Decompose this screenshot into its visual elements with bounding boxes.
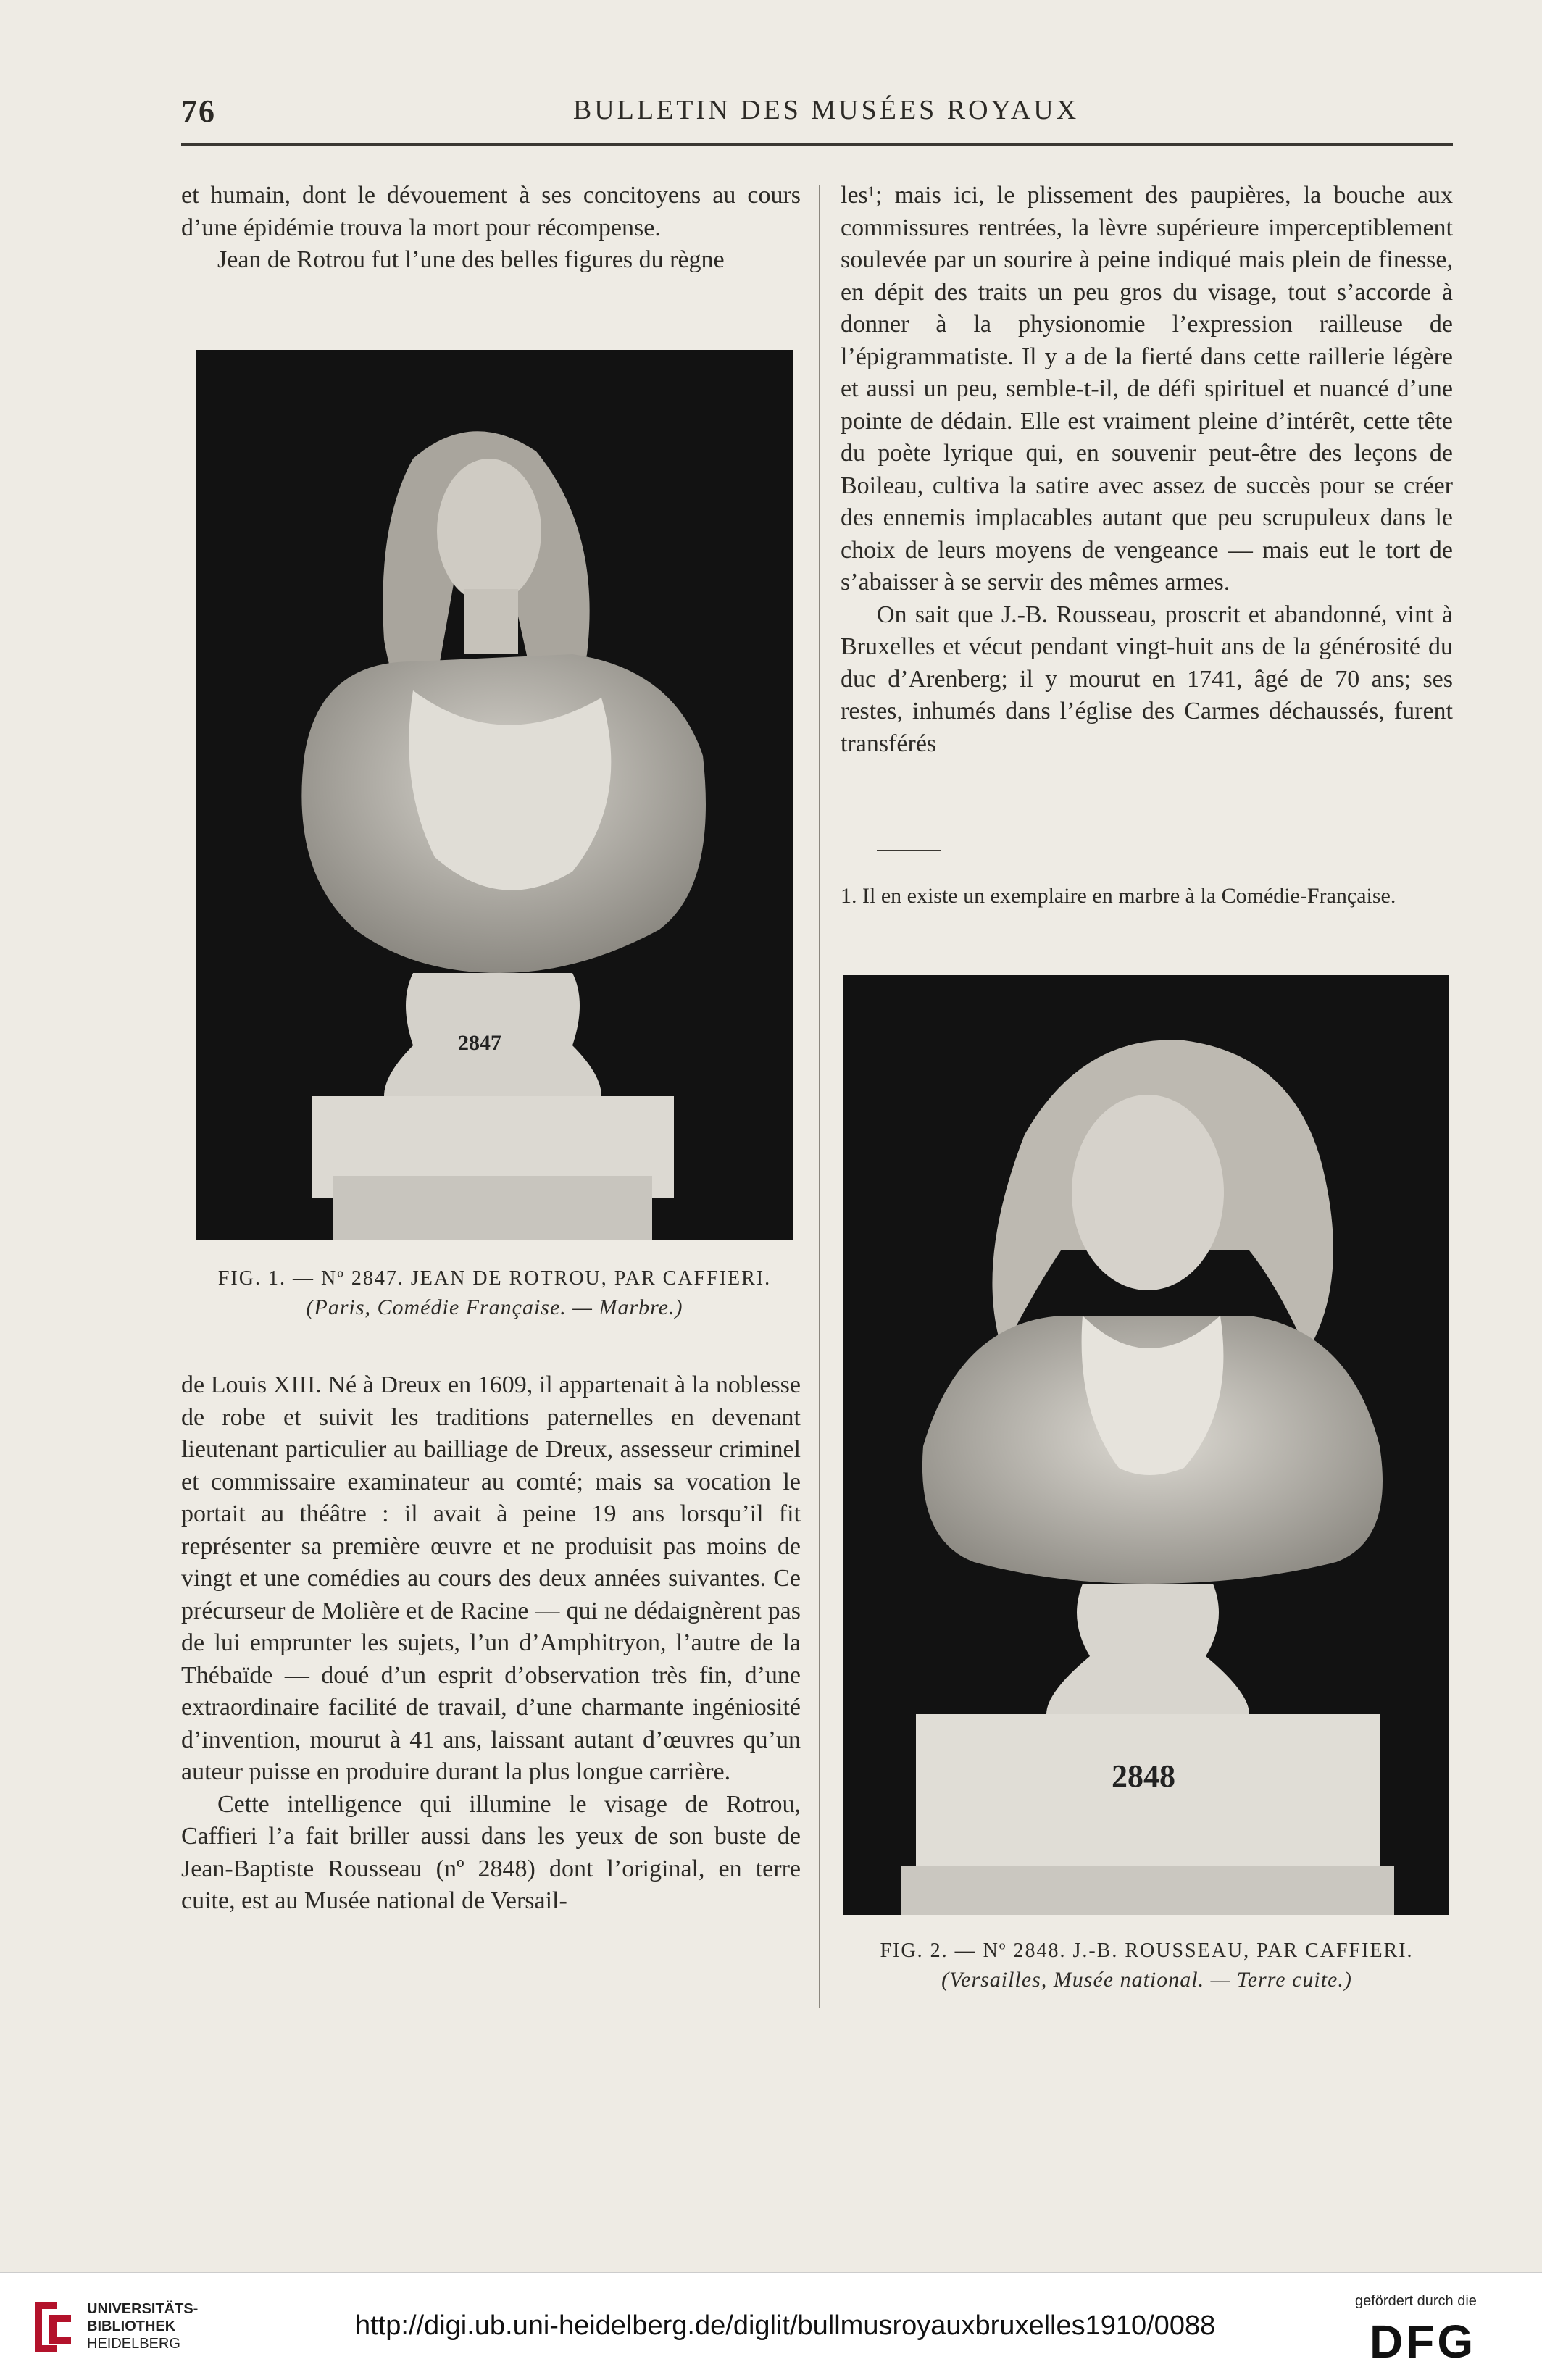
caption-title: FIG. 2. — Nº 2848. J.-B. ROUSSEAU, PAR CAFFIERI. [880,1940,1414,1962]
running-head: BULLETIN DES MUSÉES ROYAUX [572,95,1080,125]
caption-source: (Paris, Comédie Française. — Marbre.) [306,1295,683,1319]
dfg-logo: DFG [1370,2316,1477,2368]
left-column-top [181,180,801,277]
paragraph: et humain, dont le dévouement à ses concitoyens au cours d’une épidémie trouva la mort pour récompense. [181,182,801,241]
university-library-logo-icon [28,2295,78,2360]
caption-title: FIG. 1. — Nº 2847. JEAN DE ROTROU, PAR CAFFIERI. [217,1267,772,1290]
funded-by-label: gefördert durch die [1355,2293,1477,2309]
footnote: 1. Il en existe un exemplaire en marbre à la Comédie-Française. [841,884,1396,908]
permalink-url[interactable]: http://digi.ub.uni-heidelberg.de/diglit/bullmusroyauxbruxelles1910/0088 [355,2310,1216,2341]
column-divider [819,185,820,2008]
plate-label: 2847 [458,1031,501,1055]
library-name: UNIVERSITÄTS- BIBLIOTHEK HEIDELBERG [87,2301,199,2352]
paragraph: On sait que J.-B. Rousseau, proscrit et abandonné, vint à Bruxelles et vécut pendant vingt-huit ans de la générosité du duc d’Arenberg; il y mourut en 1741, âgé de 70 ans; ses restes, inhumés dans l’église des Carmes déchaussés, furent transférés [841,601,1453,757]
caption-source: (Versailles, Musée national. — Terre cuite.) [941,1968,1352,1992]
figure-2-photo [843,975,1449,1915]
paragraph: Cette intelligence qui illumine le visage de Rotrou, Caffieri l’a fait briller aussi dans les yeux de son buste de Jean-Baptiste Rousseau (nº 2848) dont l’original, en terre cuite, est au Musée national de Versail- [181,1790,801,1914]
digitization-footer [0,2272,1542,2380]
page-number: 76 [181,93,216,129]
figure-2-caption [841,1937,1453,1995]
paragraph: les¹; mais ici, le plissement des paupières, la bouche aux commissures rentrées, la lèvre supérieure imperceptiblement soulevée par un sourire à peine indiqué mais plein de finesse, en dépit des traits un peu gros du visage, tout s’accorde à donner à la physionomie l’expression railleuse de l’épigrammatiste. Il y a de la fierté dans cette raillerie légère et aussi un peu, semble-t-il, de défi spirituel et nuancé d’une pointe de dédain. Elle est vraiment pleine d’intérêt, cette tête du poète lyrique qui, en souvenir peut-être des leçons de Boileau, cultiva la satire avec assez de succès pour se créer des ennemis implacables autant que peu scrupuleux dans le choix de leurs moyens de vengeance — mais eut le tort de s’abaisser à se servir des mêmes armes. [841,182,1453,596]
footnote-rule [877,850,941,851]
figure-1-caption [181,1264,808,1322]
plate-label: 2848 [1112,1758,1175,1794]
right-column-top [841,180,1453,760]
paragraph: de Louis XIII. Né à Dreux en 1609, il appartenait à la noblesse de robe et suivit les traditions paternelles en devenant lieutenant particulier au bailliage de Dreux, assesseur criminel et commissaire examinateur au comté; mais sa vocation le portait au théâtre : il avait à peine 19 ans lorsqu’il fit représenter sa première œuvre et ne produisit pas moins de vingt et une comédies au cours des deux années suivantes. Ce précurseur de Molière et de Racine — qui ne dédaignèrent pas de lui emprunter les sujets, l’un d’Amphitryon, l’autre de la Thébaïde — doué d’un esprit d’observation très fin, d’une extraordinaire facilité de travail, d’une charmante ingéniosité d’invention, mourut à 41 ans, laissant autant d’œuvres qu’un auteur puisse en produire durant la plus longue carrière. [181,1371,801,1785]
bust-rotrou-image [196,350,793,1240]
left-column-bottom [181,1369,801,1918]
paragraph: Jean de Rotrou fut l’une des belles figures du règne [217,246,725,273]
header-rule [181,143,1453,146]
figure-1-photo [196,350,793,1240]
